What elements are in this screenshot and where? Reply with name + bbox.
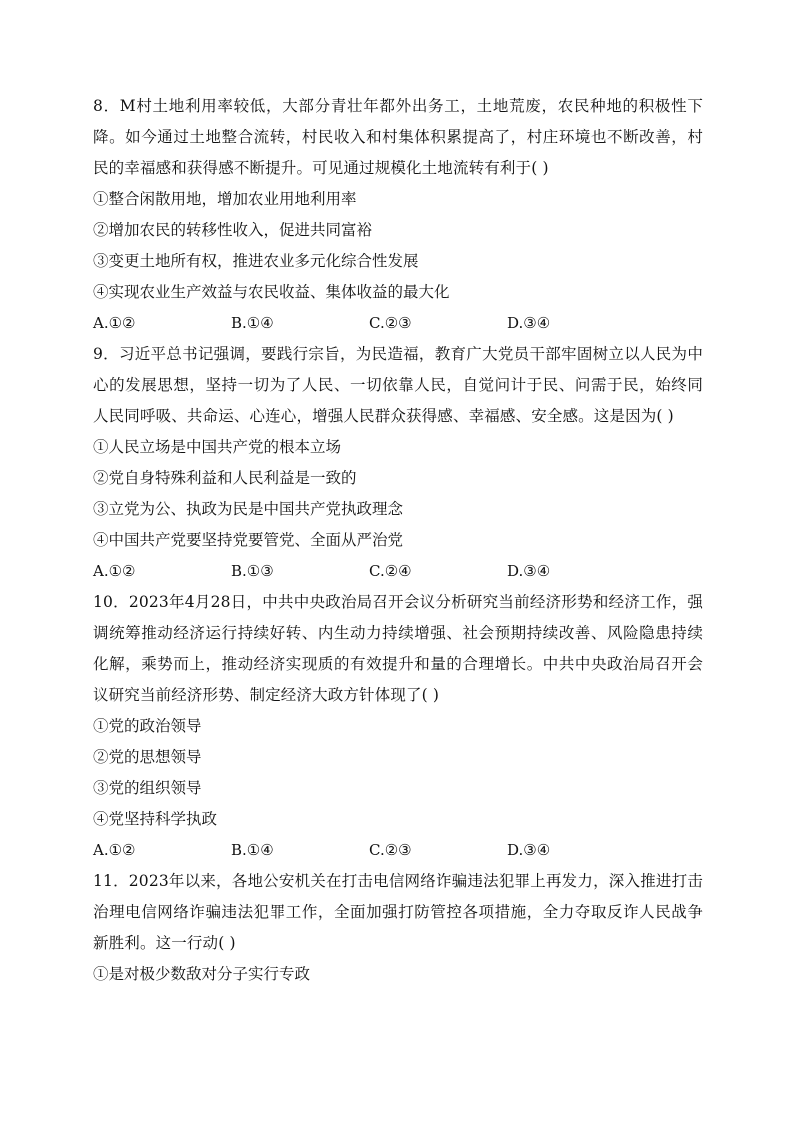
choice-c: C.②④	[369, 562, 412, 580]
option-item: ②党的思想领导	[93, 748, 202, 766]
question-stem: 9．习近平总书记强调，要践行宗旨，为民造福，教育广大党员干部牢固树立以人民为中心的发展思想，坚持一切为了人民、一切依靠人民，自觉问计于民、问需于民，始终同人民同呼吸、共命运、心连心，增强人民群众获得感、幸福感、安全感。这是因为( )	[93, 345, 703, 425]
option-item: ①整合闲散用地，增加农业用地利用率	[93, 190, 357, 208]
choice-c: C.②③	[369, 841, 412, 859]
question-11	[93, 866, 703, 990]
choice-d: D.③④	[507, 841, 551, 859]
option-item: ②党自身特殊利益和人民利益是一致的	[93, 469, 357, 487]
choice-d: D.③④	[507, 314, 551, 332]
option-item: ③变更土地所有权，推进农业多元化综合性发展	[93, 252, 419, 270]
option-item: ③立党为公、执政为民是中国共产党执政理念	[93, 500, 404, 518]
answer-choices	[93, 835, 703, 866]
question-stem: 11．2023年以来，各地公安机关在打击电信网络诈骗违法犯罪上再发力，深入推进打击治理电信网络诈骗违法犯罪工作，全面加强打防管控各项措施，全力夺取反诈人民战争新胜利。这一行动( )	[93, 872, 703, 952]
option-item: ①人民立场是中国共产党的根本立场	[93, 438, 342, 456]
choice-b: B.①③	[231, 562, 274, 580]
choice-c: C.②③	[369, 314, 412, 332]
option-item: ④党坚持科学执政	[93, 810, 218, 828]
option-item: ①党的政治领导	[93, 717, 202, 735]
option-item: ④中国共产党要坚持党要管党、全面从严治党	[93, 531, 404, 549]
question-stem: 10．2023年4月28日，中共中央政治局召开会议分析研究当前经济形势和经济工作，强调统筹推动经济运行持续好转、内生动力持续增强、社会预期持续改善、风险隐患持续化解，乘势而上，推动经济实现质的有效提升和量的合理增长。中共中央政治局召开会议研究当前经济形势、制定经济大政方针体现了( )	[93, 593, 703, 704]
answer-choices	[93, 556, 703, 587]
question-8	[93, 91, 703, 339]
option-item: ④实现农业生产效益与农民收益、集体收益的最大化	[93, 283, 450, 301]
answer-choices	[93, 308, 703, 339]
exam-page	[93, 91, 703, 990]
option-item: ①是对极少数敌对分子实行专政	[93, 965, 311, 983]
question-10	[93, 587, 703, 866]
option-item: ③党的组织领导	[93, 779, 202, 797]
choice-b: B.①④	[231, 841, 274, 859]
question-9	[93, 339, 703, 587]
choice-a: A.①②	[93, 314, 136, 332]
choice-b: B.①④	[231, 314, 274, 332]
question-stem: 8．M村土地利用率较低，大部分青壮年都外出务工，土地荒废，农民种地的积极性下降。如今通过土地整合流转，村民收入和村集体积累提高了，村庄环境也不断改善，村民的幸福感和获得感不断提升。可见通过规模化土地流转有利于( )	[93, 97, 703, 177]
option-item: ②增加农民的转移性收入，促进共同富裕	[93, 221, 373, 239]
choice-a: A.①②	[93, 841, 136, 859]
choice-d: D.③④	[507, 562, 551, 580]
choice-a: A.①②	[93, 562, 136, 580]
